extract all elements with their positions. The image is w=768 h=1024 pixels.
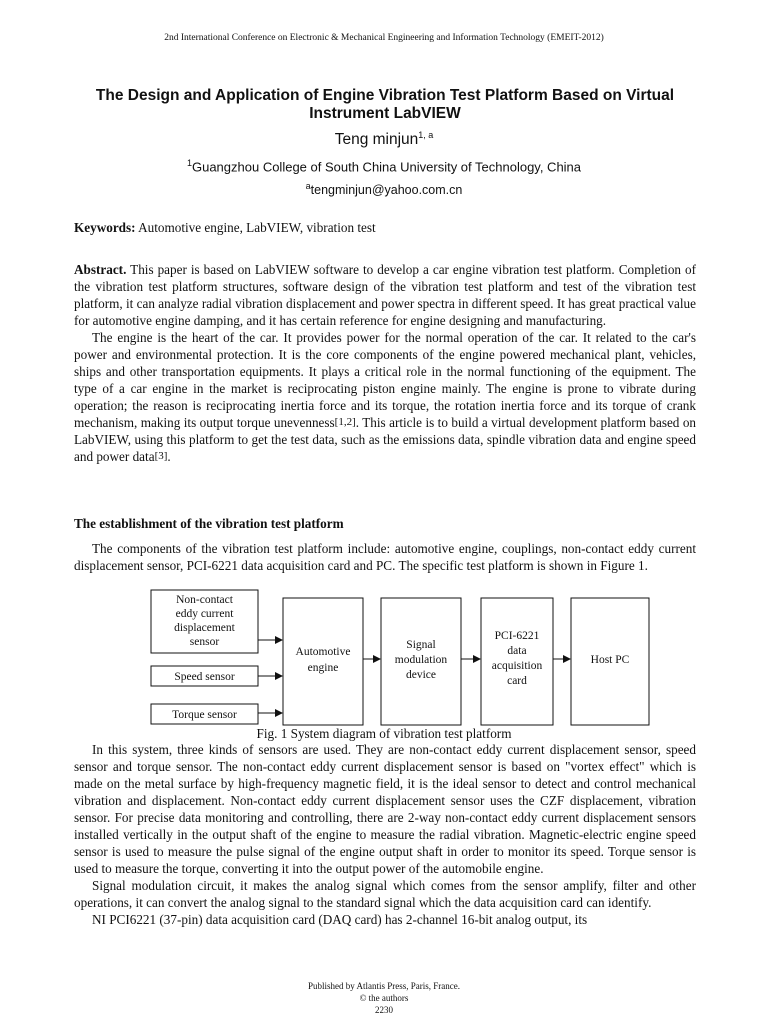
author-superscript: 1, a [418,130,434,140]
email-line [0,181,768,197]
body-paragraph: In this system, three kinds of sensors are used. They are non-contact eddy current displacement sensor, speed sensor and torque sensor. The non-contact eddy current displacement sensor is based on "vortex effect" which is made on the metal surface by high-frequency magnetic field, it is the ideal sensor to detect and control mechanical vibration and displacement. Non-contact eddy current displacement sensor uses the CZF displacement, vibration sensor. For precise data monitoring and controlling, there are 2-way non-contact eddy current displacement sensors installed vertically in the output shaft of the engine to measure the radial vibration. Magnetic-electric engine speed sensor is used to measure the pulse signal of the engine output shaft in order to monitor its speed. Torque sensor is used to measure the torque, converting it into the output power of the automobile engine. [74,742,696,876]
body-block [74,741,696,928]
citation-ref: [1,2] [334,416,356,428]
abstract-paragraph [74,261,696,329]
signal-label: device [405,669,437,681]
section-paragraph: The components of the vibration test platform include: automotive engine, couplings, non-contact eddy current displacement sensor, PCI-6221 data acquisition card and PC. The specific test platform is shown in Figure 1. [74,541,696,573]
sensor-eddy-label: sensor [189,636,220,648]
section-heading: The establishment of the vibration test platform [74,516,344,531]
keywords-text: Automotive engine, LabVIEW, vibration test [135,220,376,235]
affiliation: Guangzhou College of South China University of Technology, China [191,159,582,175]
engine-label: engine [307,662,339,674]
author-line [0,130,768,149]
author-name: Teng minjun [334,131,419,149]
host-pc-label: Host PC [590,654,630,666]
paper-title: The Design and Application of Engine Vibration Test Platform Based on Virtual Instrument LabVIEW [95,87,675,122]
engine-label: Automotive [295,646,351,658]
sensor-eddy-label: Non-contact [176,594,233,606]
body-paragraph: Signal modulation circuit, it makes the analog signal which comes from the sensor amplify, filter and other operations, it can convert the analog signal to the standard signal which the data acquisition card can identify. [74,878,696,910]
email-superscript: a [305,181,311,191]
sensor-speed-label: Speed sensor [174,671,235,683]
affiliation-line [0,158,768,174]
copyright-line: © the authors [359,993,409,1003]
keywords-label: Keywords: [74,220,136,235]
sensor-torque-label: Torque sensor [172,709,237,721]
daq-label: card [507,675,527,687]
daq-label: acquisition [491,660,543,672]
abstract-text: This paper is based on LabVIEW software to develop a car engine vibration test platform. Completion of the vibration test platform structures, software design of the vibration test platform and test of the vibration test platform, it can analyze radial vibration displacement and power spectra in different speed. It has great practical value for automotive engine damping, and it has certain reference for engine designing and manufacturing. [74,262,696,328]
section-paragraph-block [74,540,696,574]
signal-label: modulation [394,654,448,666]
sensor-eddy-label: displacement [174,622,235,634]
page-footer [0,980,768,1016]
intro-text-2: . This article is to build a virtual development platform based on LabVIEW, using this platform to get the test data, such as the emissions data, spindle vibration data and engine speed and power data [74,415,697,464]
keywords-paragraph [74,219,696,236]
affiliation-superscript: 1 [186,158,192,168]
figure-caption: Fig. 1 System diagram of vibration test platform [256,726,512,741]
body-paragraph: NI PCI6221 (37-pin) data acquisition card (DAQ card) has 2-channel 16-bit analog output, its [92,912,588,927]
abstract-label: Abstract. [74,262,127,277]
intro-text-3: . [167,449,171,464]
publisher-line: Published by Atlantis Press, Paris, France. [308,981,460,991]
system-diagram [146,588,706,730]
page-number: 2230 [375,1005,393,1015]
author-email: tengminjun@yahoo.com.cn [310,183,463,198]
daq-label: PCI-6221 [494,630,540,642]
intro-text-1: The engine is the heart of the car. It provides power for the normal operation of the car. It related to the car's power and environmental protection. It is the core components of the engine powered mechanical plant, vehicles, ships and other transportation equipments. It plays a critical role in the normal functioning of the equipment. The type of a car engine in the market is reciprocating piston engine mainly. The engine is prone to vibrate during operation; the reason is reciprocating inertia force and its torque, the rotation inertia force and its torque of crank mechanism, making its output torque unevenness [74,330,696,430]
sensor-eddy-label: eddy current [175,608,234,620]
signal-label: Signal [406,639,436,651]
conference-header: 2nd International Conference on Electronic & Mechanical Engineering and Information Technology (EMEIT-2012) [164,33,604,43]
intro-paragraph [74,329,696,465]
citation-ref: [3] [154,450,168,462]
abstract-block [74,261,696,465]
daq-label: data [507,645,527,657]
